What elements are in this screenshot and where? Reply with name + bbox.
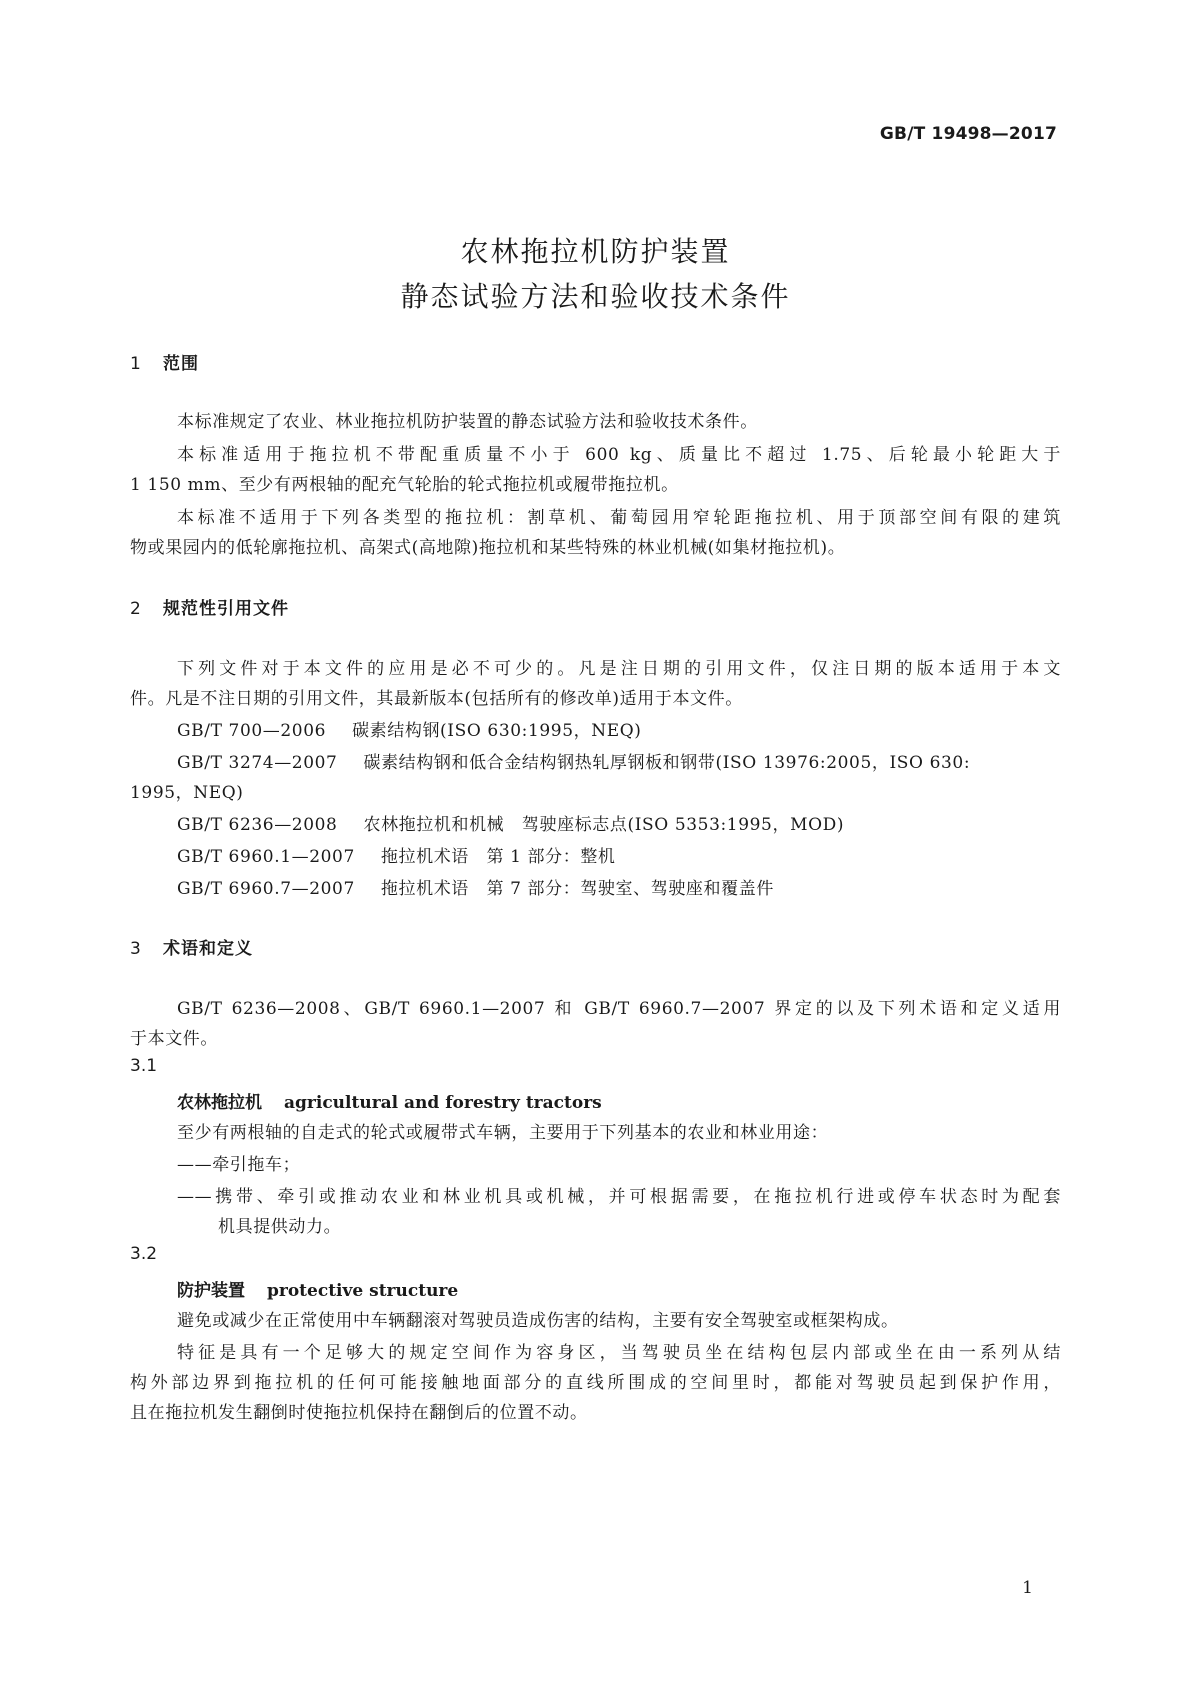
section-2-number: 2 <box>130 599 142 619</box>
section-2-heading <box>130 594 289 619</box>
reference-title: 碳素结构钢(ISO 630:1995，NEQ) <box>352 721 642 741</box>
reference-item <box>177 842 616 867</box>
term-heading <box>177 1276 458 1301</box>
list-item: ——牵引拖车； <box>177 1155 301 1175</box>
section-1-title: 范围 <box>163 354 199 374</box>
term-chinese: 农林拖拉机 <box>177 1093 262 1113</box>
list-item-continuation: 机具提供动力。 <box>218 1217 342 1237</box>
reference-item-continuation: 1995，NEQ) <box>130 783 244 803</box>
section-3-paragraph-line-1: GB/T 6236—2008、GB/T 6960.1—2007 和 GB/T 6960.7—2007 界定的以及下列术语和定义适用 <box>177 999 1061 1019</box>
section-1-paragraph-2-line-2: 1 150 mm、至少有两根轴的配充气轮胎的轮式拖拉机或履带拖拉机。 <box>130 475 679 495</box>
page-number: 1 <box>1022 1578 1033 1598</box>
section-1-paragraph-1: 本标准规定了农业、林业拖拉机防护装置的静态试验方法和验收技术条件。 <box>177 412 758 432</box>
section-1-number: 1 <box>130 354 142 374</box>
term-definition: 至少有两根轴的自走式的轮式或履带式车辆，主要用于下列基本的农业和林业用途： <box>177 1123 829 1143</box>
section-1-heading <box>130 349 199 374</box>
document-title-line1: 农林拖拉机防护装置 <box>460 235 731 268</box>
reference-code: GB/T 6236—2008 <box>177 815 338 835</box>
term-number: 3.2 <box>130 1244 158 1264</box>
list-item: ——携带、牵引或推动农业和林业机具或机械，并可根据需要，在拖拉机行进或停车状态时为配套 <box>177 1187 1061 1207</box>
section-3-number: 3 <box>130 939 142 959</box>
section-1-paragraph-3-line-1: 本标准不适用于下列各类型的拖拉机：割草机、葡萄园用窄轮距拖拉机、用于顶部空间有限的建筑 <box>177 508 1061 528</box>
reference-code: GB/T 3274—2007 <box>177 753 338 773</box>
reference-code: GB/T 6960.7—2007 <box>177 879 355 899</box>
reference-title: 拖拉机术语 第 7 部分：驾驶室、驾驶座和覆盖件 <box>380 879 774 899</box>
reference-title: 碳素结构钢和低合金结构钢热轧厚钢板和钢带(ISO 13976:2005，ISO 630: <box>363 753 971 773</box>
term-number: 3.1 <box>130 1056 158 1076</box>
document-title-line2: 静态试验方法和验收技术条件 <box>400 280 791 313</box>
reference-title: 农林拖拉机和机械 驾驶座标志点(ISO 5353:1995，MOD) <box>363 815 845 835</box>
term-chinese: 防护装置 <box>177 1281 245 1301</box>
reference-item <box>177 748 970 773</box>
term-definition: 避免或减少在正常使用中车辆翻滚对驾驶员造成伤害的结构，主要有安全驾驶室或框架构成。 <box>177 1311 899 1331</box>
section-2-paragraph-line-2: 件。凡是不注日期的引用文件，其最新版本(包括所有的修改单)适用于本文件。 <box>130 689 743 709</box>
reference-item <box>177 874 774 899</box>
term-note-line-1: 特征是具有一个足够大的规定空间作为容身区，当驾驶员坐在结构包层内部或坐在由一系列从结 <box>177 1343 1061 1363</box>
term-english: protective structure <box>267 1281 459 1301</box>
term-heading <box>177 1088 602 1113</box>
term-english: agricultural and forestry tractors <box>284 1093 602 1113</box>
section-1-paragraph-3-line-2: 物或果园内的低轮廓拖拉机、高架式(高地隙)拖拉机和某些特殊的林业机械(如集材拖拉机)。 <box>130 538 846 558</box>
term-note-line-3: 且在拖拉机发生翻倒时使拖拉机保持在翻倒后的位置不动。 <box>130 1403 588 1423</box>
reference-item <box>177 716 642 741</box>
term-note-line-2: 构外部边界到拖拉机的任何可能接触地面部分的直线所围成的空间里时，都能对驾驶员起到保护作用， <box>130 1373 1061 1393</box>
section-3-title: 术语和定义 <box>163 939 253 959</box>
reference-item <box>177 810 844 835</box>
section-1-paragraph-2-line-1: 本标准适用于拖拉机不带配重质量不小于 600 kg、质量比不超过 1.75、后轮最小轮距大于 <box>177 445 1061 465</box>
standard-code: GB/T 19498—2017 <box>879 124 1057 144</box>
reference-code: GB/T 6960.1—2007 <box>177 847 355 867</box>
section-3-paragraph-line-2: 于本文件。 <box>130 1029 218 1049</box>
section-2-title: 规范性引用文件 <box>163 599 289 619</box>
section-3-heading <box>130 934 253 959</box>
section-2-paragraph-line-1: 下列文件对于本文件的应用是必不可少的。凡是注日期的引用文件，仅注日期的版本适用于本文 <box>177 659 1061 679</box>
reference-title: 拖拉机术语 第 1 部分：整机 <box>380 847 616 867</box>
reference-code: GB/T 700—2006 <box>177 721 327 741</box>
